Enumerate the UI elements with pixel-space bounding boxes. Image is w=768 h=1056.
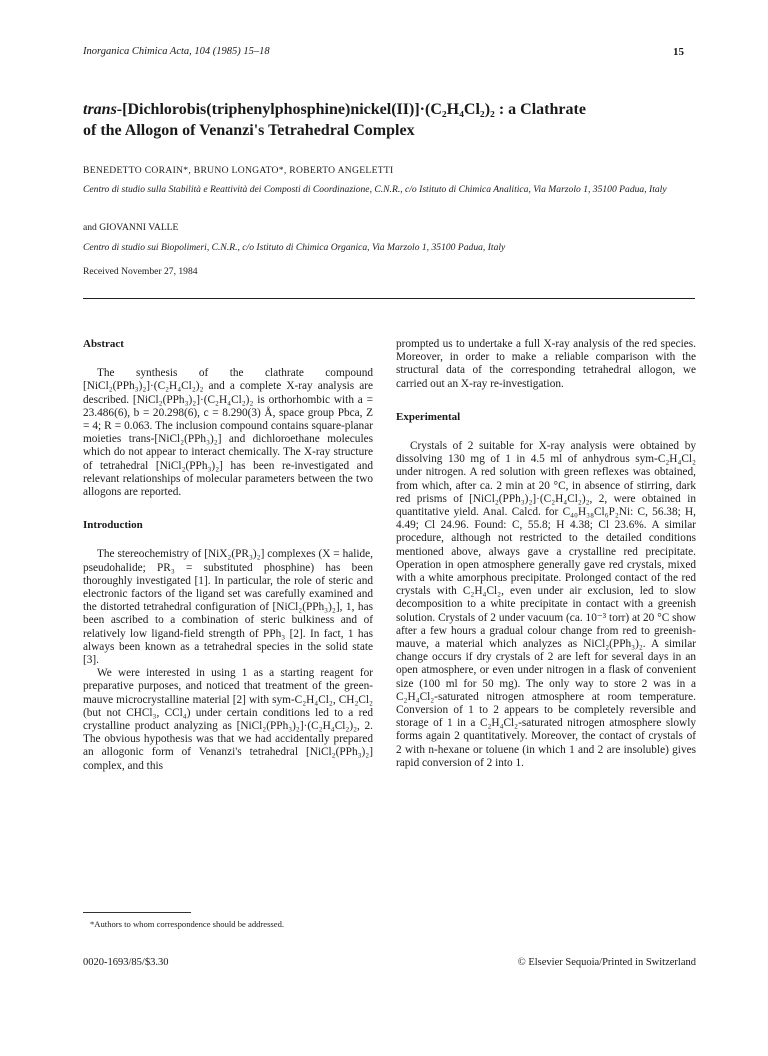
- author-list-2: and GIOVANNI VALLE: [83, 222, 179, 233]
- left-column: [83, 338, 373, 773]
- title-line-2: of the Allogon of Venanzi's Tetrahedral Complex: [83, 122, 415, 139]
- abstract-heading: Abstract: [83, 338, 124, 350]
- experimental-paragraph-1: Crystals of 2 suitable for X-ray analysis were obtained by dissolving 130 mg of 1 in 4.5 ml of anhydrous sym-C₂H₄Cl₂ under nitrogen. A red solution with green reflexes was obtained, from which, after ca. 2 min at 20 °C, in absence of stirring, dark red prisms of [NiCl₂(PPh₃)₂]·(C₂H₄Cl₂)₂, 2, were obtained in quantitative yield. Anal. Calcd. for C₄₀H₃₈Cl₆P₂Ni: C, 56.38; H, 4.49; Cl 24.96. Found: C, 55.8; H 4.38; Cl 23.6%. A similar procedure, although not restricted to the detailed conditions mentioned above, always gave a crystalline red precipitate. Operation in open atmosphere generally gave red crystals, mixed with a white amorphous precipitate. Prolonged contact of the red crystals with C₂H₄Cl₂, even under air exclusion, led to slow decomposition to a white precipitate in contact with a greenish solution. Crystals of 2 under vacuum (ca. 10⁻³ torr) at 20 °C show after a few hours a gradual colour change from red to greenish-mauve, a material which analyzes as NiCl₂(PPh₃)₂. A similar change occurs if dry crystals of 2 are left for several days in an open atmosphere, or even under nitrogen in a flask of convenient size (100 ml for 50 mg). The only way to store 2 was in a C₂H₄Cl₂-saturated nitrogen atmosphere at room temperature. Conversion of 1 to 2 appears to be completely reversible and storage of 1 in a C₂H₄Cl₂-saturated nitrogen atmosphere slowly forms again 2 quantitatively. Moreover, the contact of crystals of 2 with n-hexane or toluene (in which 1 and 2 are insoluble) gives rapid conversion of 2 into 1.: [396, 440, 696, 769]
- copyright-notice: © Elsevier Sequoia/Printed in Switzerland: [517, 957, 696, 968]
- introduction-paragraph-1: The stereochemistry of [NiX₂(PR₃)₂] complexes (X = halide, pseudohalide; PR₃ = substituted phosphine) has been thoroughly investigated [1]. In particular, the role of steric and electronic factors of the ligand set was carefully examined and the distorted tetrahedral configuration of [NiCl₂(PPh₃)₂], 1, has been ascribed to a combination of steric bulkiness and of relatively low ligand-field strength of PPh₃ [2]. In fact, 1 has always been known as a tetrahedral species in the solid state [3].: [83, 548, 373, 667]
- page-number: 15: [673, 46, 684, 58]
- received-date: Received November 27, 1984: [83, 266, 198, 277]
- issn-price: 0020-1693/85/$3.30: [83, 957, 169, 968]
- introduction-paragraph-2: We were interested in using 1 as a starting reagent for preparative purposes, and noticed that treatment of the green-mauve microcrystalline material [2] with sym-C₂H₄Cl₂, CH₂Cl₂ (but not CHCl₃, CCl₄) under certain conditions led to a red crystalline product analyzing as [NiCl₂(PPh₃)₂]·(C₂H₄Cl₂)₂, 2. The obvious hypothesis was that we had accidentally prepared an allogonic form of Venanzi's tetrahedral [NiCl₂(PPh₃)₂] complex, and this: [83, 667, 373, 772]
- header-divider: [83, 298, 695, 299]
- experimental-heading: Experimental: [396, 410, 461, 423]
- abstract-text: The synthesis of the clathrate compound [NiCl₂(PPh₃)₂]·(C₂H₄Cl₂)₂ and a complete X-ray analysis are described. [NiCl₂(PPh₃)₂]·(C₂H₄Cl₂)₂ is orthorhombic with a = 23.486(6), b = 20.298(6), c = 8.290(3) Å, space group Pbca, Z = 4; R = 0.063. The inclusion compound contains square-planar moieties trans-[NiCl₂(PPh₃)₂] and dichloroethane molecules which do not appear to interact chemically. The X-ray structure of tetrahedral [NiCl₂(PPh₃)₂] has been re-investigated and relevant relationships of molecular parameters between the two allogons are reported.: [83, 367, 373, 499]
- author-list: BENEDETTO CORAIN*, BRUNO LONGATO*, ROBERTO ANGELETTI: [83, 165, 394, 176]
- title-line-1: -[Dichlorobis(triphenylphosphine)nickel(II)]·(C₂H₄Cl₂)₂ : a Clathrate: [116, 101, 586, 118]
- footnote-divider: [83, 912, 191, 913]
- journal-citation: Inorganica Chimica Acta, 104 (1985) 15–18: [83, 46, 270, 57]
- title-italic-prefix: trans: [83, 101, 117, 118]
- article-title: [83, 99, 693, 141]
- footnote: *Authors to whom correspondence should be addressed.: [90, 919, 285, 929]
- right-column: [396, 338, 696, 770]
- introduction-continuation: prompted us to undertake a full X-ray analysis of the red species. Moreover, in order to make a reliable comparison with the structural data of the corresponding tetrahedral allogon, we carried out an X-ray re-investigation.: [396, 338, 696, 390]
- affiliation-1: Centro di studio sulla Stabilità e Reattività dei Composti di Coordinazione, C.N.R., c/o Istituto di Chimica Analitica, Via Marzolo 1, 35100 Padua, Italy: [83, 184, 667, 195]
- affiliation-2: Centro di studio sui Biopolimeri, C.N.R., c/o Istituto di Chimica Organica, Via Marzolo 1, 35100 Padua, Italy: [83, 242, 506, 253]
- introduction-heading: Introduction: [83, 519, 143, 532]
